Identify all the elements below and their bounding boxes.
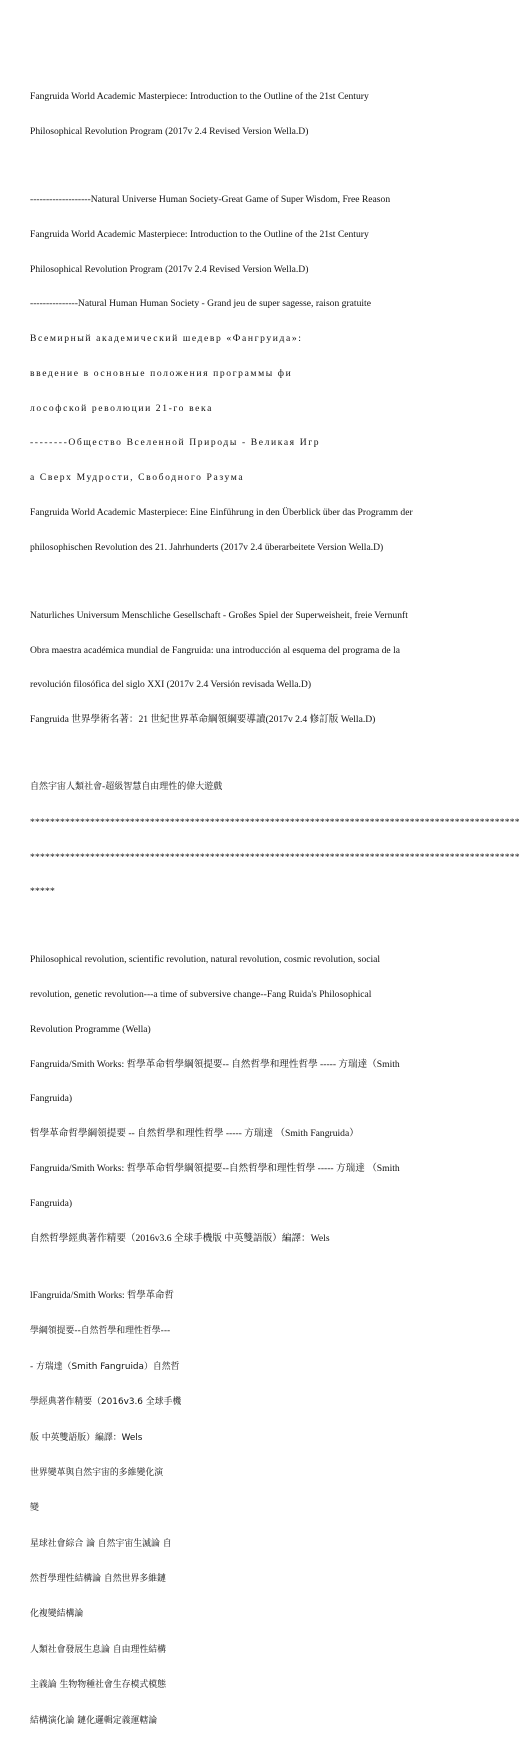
text-line: Revolution Programme (Wella) [30, 1023, 151, 1035]
asterisk-separator: ***** [30, 886, 55, 898]
text-line: Philosophical Revolution Program (2017v 2.4 Revised Version Wella.D) [30, 263, 309, 275]
text-line: lFangruida/Smith Works: 哲學革命哲 [30, 1290, 174, 1301]
text-line: Philosophical revolution, scientific revolution, natural revolution, cosmic revolution, social [30, 954, 381, 966]
russian-line: --------Общество Вселенной Природы - Великая Игр [30, 437, 321, 449]
text-line: 哲學革命哲學綱領提要 -- 自然哲學和理性哲學 ----- 方瑞達 （Smith Fangruida） [30, 1128, 359, 1140]
russian-line: а Сверх Мудрости, Свободного Разума [30, 472, 245, 484]
text-line: 人類社會發展生息論 自由理性結構 [30, 1644, 166, 1655]
text-line: - 方瑞達（Smith Fangruida）自然哲 [30, 1361, 180, 1372]
text-line: revolución filosófica del siglo XXI (2017v 2.4 Versión revisada Wella.D) [30, 679, 312, 691]
text-line: ---------------Natural Human Human Society - Grand jeu de super sagesse, raison gratuite [30, 298, 371, 310]
text-line: 版 中英雙語版）編譯：Wels [30, 1432, 143, 1443]
text-line: Fangruida World Academic Masterpiece: Introduction to the Outline of the 21st Century [30, 228, 369, 240]
text-line: Fangruida/Smith Works: 哲學革命哲學綱領提要--自然哲學和理性哲學 ----- 方瑞達 （Smith [30, 1163, 400, 1175]
text-line: 變 [30, 1503, 39, 1514]
text-line: revolution, genetic revolution---a time of subversive change--Fang Ruida's Philosophical [30, 989, 372, 1001]
text-line: philosophischen Revolution des 21. Jahrhunderts (2017v 2.4 überarbeitete Version Wella.D) [30, 541, 384, 553]
text-line: Philosophical Revolution Program (2017v 2.4 Revised Version Wella.D) [30, 125, 309, 137]
english-paragraph [30, 931, 442, 1267]
text-line: 自然哲學經典著作精要（2016v3.6 全球手機版 中英雙語版）編譯：Wels [30, 1232, 330, 1244]
multilanguage-paragraph [30, 171, 442, 577]
text-line: 星球社會綜合 論 自然宇宙生滅論 自 [30, 1538, 172, 1549]
text-line: Naturliches Universum Menschliche Gesellschaft - Großes Spiel der Superweisheit, freie Vernunft [30, 609, 408, 621]
text-line: Fangruida World Academic Masterpiece: Eine Einführung in den Überblick über das Programm der [30, 506, 413, 518]
chinese-title-paragraph [30, 759, 520, 921]
text-line: Obra maestra académica mundial de Fangruida: una introducción al esquema del programa de la [30, 644, 401, 656]
header-paragraph [30, 68, 442, 161]
text-line: -------------------Natural Universe Human Society-Great Game of Super Wisdom, Free Reason [30, 193, 391, 205]
text-line: Fangruida World Academic Masterpiece: Introduction to the Outline of the 21st Century [30, 91, 369, 103]
text-line: 世界變革與自然宇宙的多維變化演 [30, 1467, 164, 1478]
text-line: Fangruida) [30, 1197, 73, 1209]
text-line: 結構演化論 鏈化邏輯定義運轄論 [30, 1715, 158, 1726]
chinese-title: 自然宇宙人類社會-超級智慧自由理性的偉大遊戲 [30, 782, 223, 793]
russian-line: лософской революции 21-го века [30, 402, 213, 414]
text-line: 學綱領提要--自然哲學和理性哲學--- [30, 1326, 171, 1337]
asterisk-separator: ************************************************************************************************** [30, 851, 520, 863]
text-line: 然哲學理性結構論 自然世界多維鏈 [30, 1574, 166, 1585]
narrow-column-paragraph [30, 1267, 210, 1751]
text-line: 學經典著作精要（2016v3.6 全球手機 [30, 1397, 182, 1408]
russian-line: введение в основные положения программы фи [30, 367, 293, 379]
russian-line: Всемирный академический шедевр «Фангруида»: [30, 333, 303, 345]
text-line: 化複變結構論 [30, 1609, 84, 1620]
text-line: 主義論 生物物種社會生存模式模態 [30, 1680, 166, 1691]
text-line: Fangruida 世界學術名著：21 世紀世界革命綱領綱要導讀(2017v 2.4 修訂版 Wella.D) [30, 714, 376, 726]
text-line: Fangruida) [30, 1093, 73, 1105]
spanish-chinese-paragraph [30, 587, 442, 749]
asterisk-separator: ************************************************************************************************** [30, 816, 520, 828]
text-line: Fangruida/Smith Works: 哲學革命哲學綱領提要-- 自然哲學和理性哲學 ----- 方瑞達（Smith [30, 1058, 400, 1070]
